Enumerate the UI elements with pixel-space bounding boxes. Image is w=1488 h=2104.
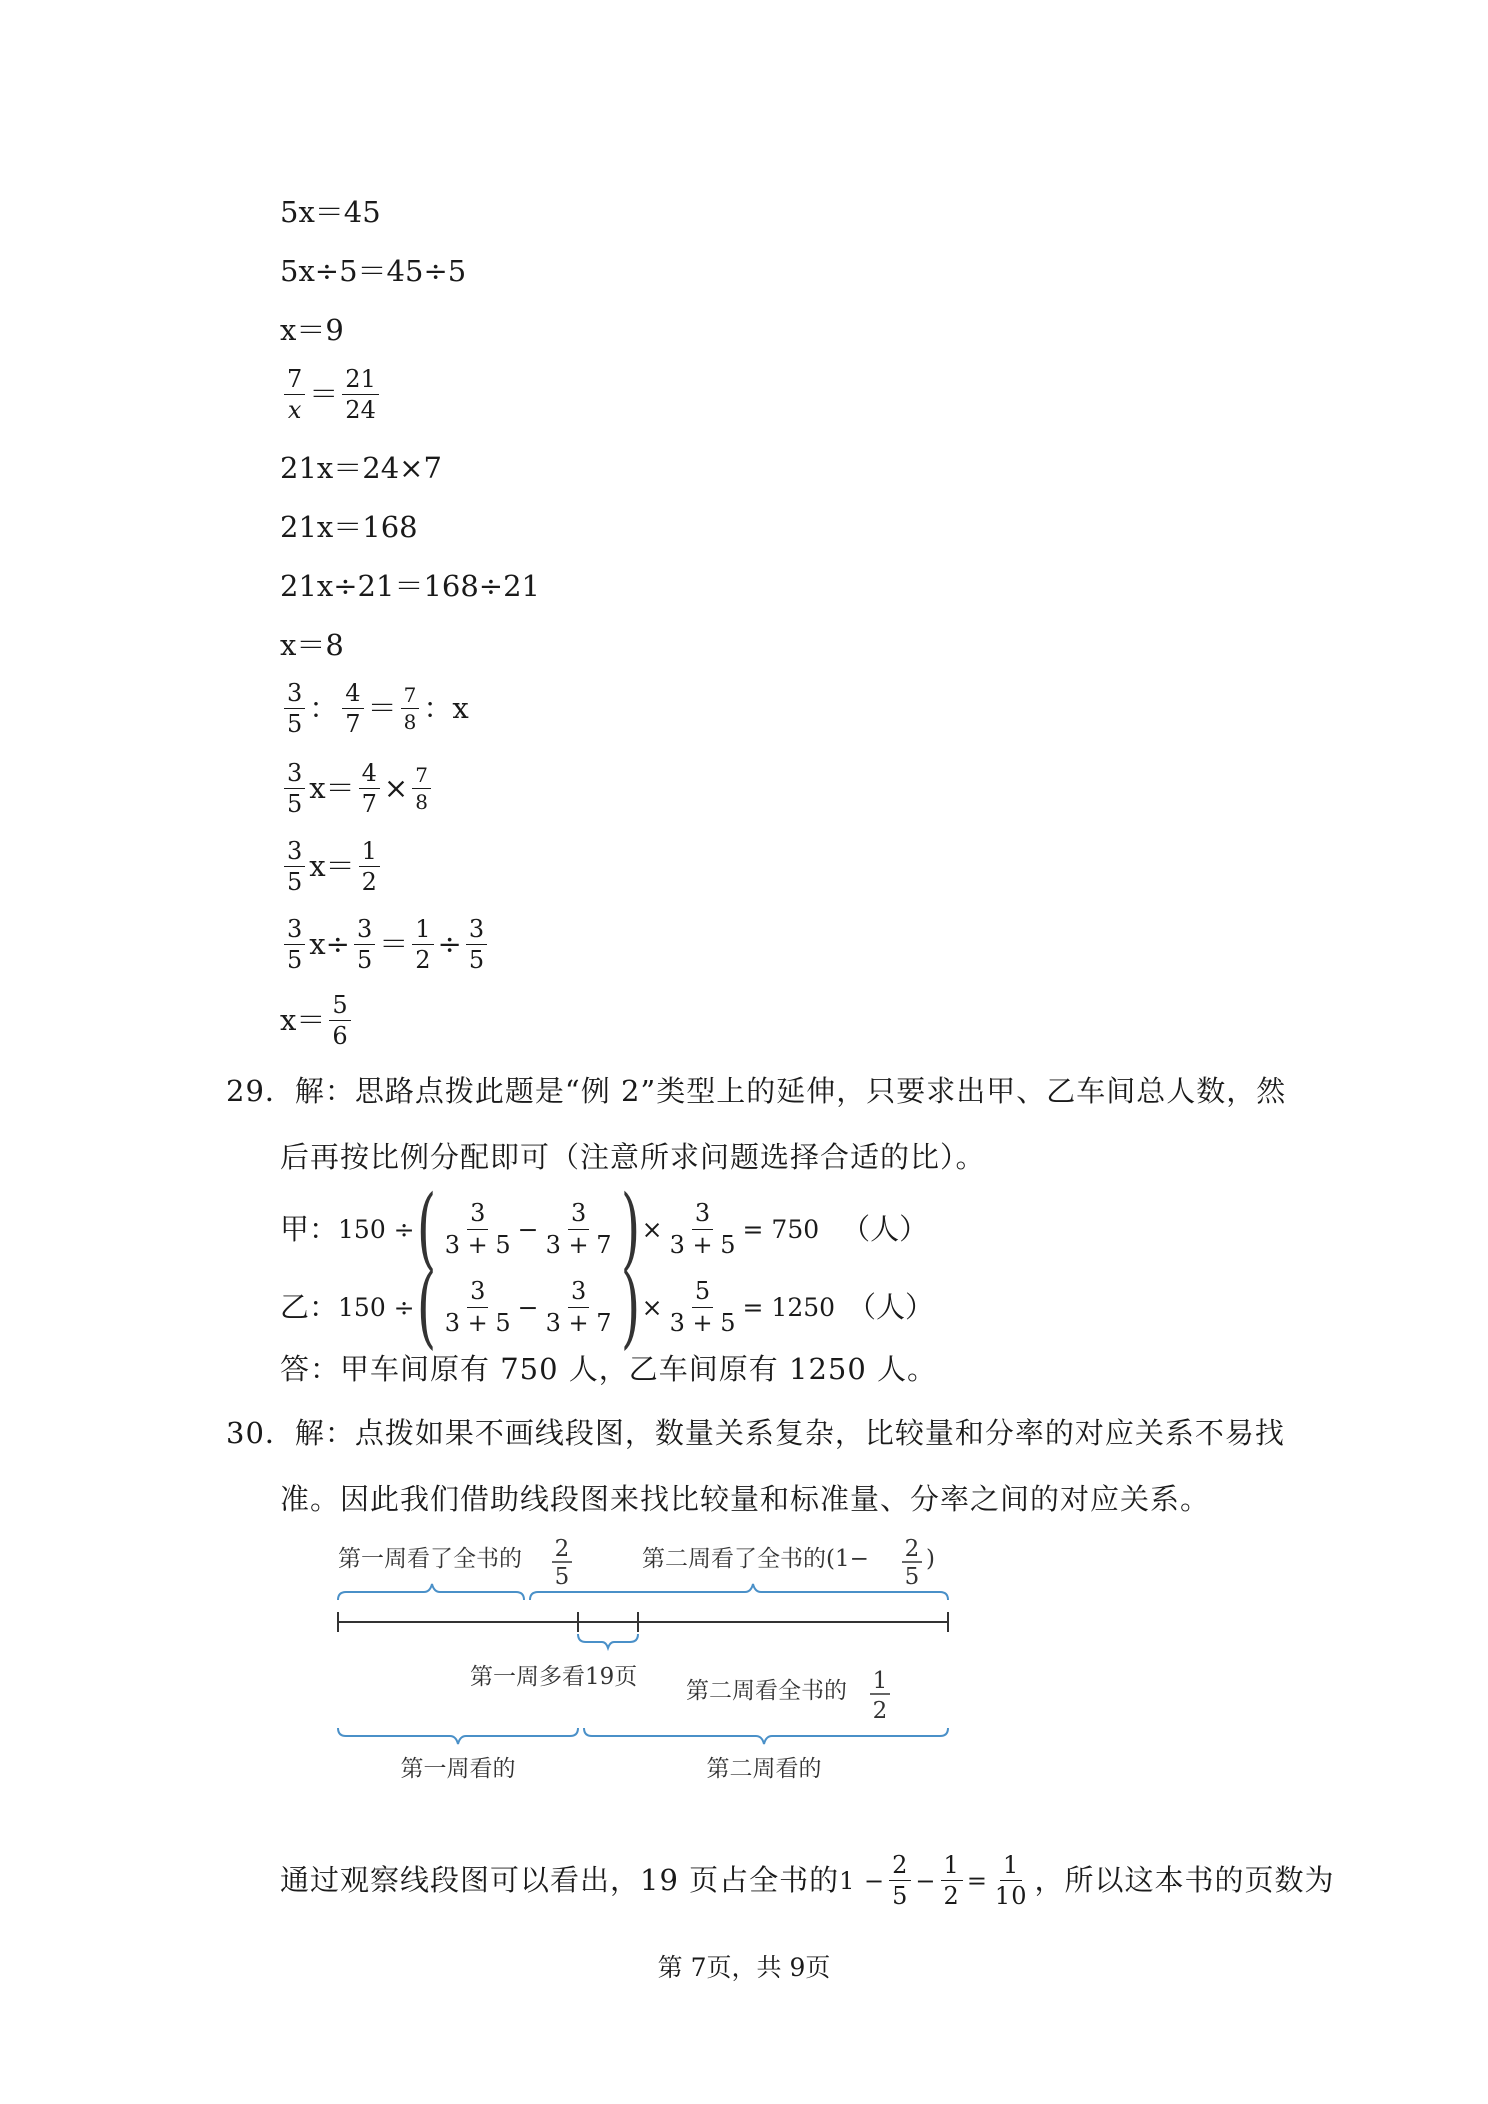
times-sign: × (641, 1292, 663, 1322)
times-sign: × (641, 1214, 663, 1244)
denominator: 10 (994, 1882, 1028, 1911)
label-week2-half-text: 第二周看全书的 (686, 1678, 847, 1704)
equals-sign: = (966, 1866, 988, 1895)
numerator: 3 (692, 1200, 713, 1229)
numerator: 3 (466, 916, 487, 945)
formula-prefix: 150 ÷ (338, 1214, 415, 1244)
result: = 1250 (742, 1292, 836, 1322)
equals-sign: ＝ (367, 691, 397, 726)
ratio-tail: ：x (423, 691, 469, 726)
denominator: 3 + 7 (545, 1308, 612, 1337)
label-week2-read: 第二周看的 (706, 1756, 822, 1782)
equation-line: 5x＝45 (280, 195, 381, 229)
brace-extra-19 (578, 1634, 638, 1648)
label-week1-extra: 第一周多看19页 (470, 1664, 638, 1690)
equation-line-fraction (280, 760, 435, 818)
numerator: 3 (467, 1200, 488, 1229)
question-text: 解：思路点拨此题是“例 2”类型上的延伸，只要求出甲、乙车间总人数，然 (294, 1074, 1287, 1108)
question-30-line2: 准。因此我们借助线段图来找比较量和标准量、分率之间的对应关系。 (280, 1482, 1211, 1516)
unit: （人） (847, 1289, 935, 1324)
label2-frac-den: 5 (904, 1564, 920, 1590)
minus-sign: − (517, 1214, 539, 1244)
numerator: 7 (412, 764, 431, 789)
formula-label: 甲： (280, 1211, 339, 1246)
numerator: 3 (467, 1278, 488, 1307)
right-paren: ) (620, 1176, 640, 1281)
denominator: 3 + 5 (669, 1308, 736, 1337)
denominator: 7 (345, 710, 361, 739)
denominator: 3 + 5 (444, 1230, 511, 1259)
numerator: 5 (329, 992, 350, 1021)
question-30-conclusion (280, 1852, 1334, 1910)
numerator: 3 (568, 1278, 589, 1307)
unit: （人） (841, 1211, 929, 1246)
result: = 750 (742, 1214, 820, 1244)
denominator: 2 (361, 868, 377, 897)
numerator: 3 (284, 916, 305, 945)
numerator: 4 (359, 760, 380, 789)
equation-line-fraction (280, 838, 384, 896)
equation-line: 21x＝24×7 (280, 451, 442, 485)
label4-frac-den: 2 (872, 1698, 888, 1724)
numerator: 5 (692, 1278, 713, 1307)
equals-sign: ＝ (379, 927, 409, 962)
denominator: 8 (403, 710, 417, 735)
label4-frac-num: 1 (872, 1668, 888, 1694)
page-footer: 第 7页，共 9页 (657, 1953, 831, 1982)
denominator: 5 (287, 868, 303, 897)
denominator: 3 + 5 (669, 1230, 736, 1259)
numerator: 21 (342, 366, 379, 395)
right-paren: ) (620, 1254, 640, 1359)
left-paren: ( (416, 1176, 436, 1281)
left-paren: ( (416, 1254, 436, 1359)
divide-sign: ÷ (437, 927, 462, 962)
label1-frac-den: 5 (554, 1564, 570, 1590)
numerator: 3 (568, 1200, 589, 1229)
numerator: 1 (1000, 1852, 1022, 1881)
label-week1-read: 第一周看的 (400, 1756, 516, 1782)
denominator: 24 (345, 396, 376, 425)
question-number: 29． (226, 1074, 295, 1108)
brace-week1-top (338, 1584, 524, 1600)
operator-text: x＝ (280, 1003, 326, 1038)
question-number: 30． (226, 1416, 295, 1450)
denominator: 5 (287, 946, 303, 975)
denominator: 3 + 7 (545, 1230, 612, 1259)
numerator: 3 (354, 916, 375, 945)
denominator: 2 (415, 946, 431, 975)
numerator: 1 (359, 838, 380, 867)
denominator: 8 (415, 790, 428, 815)
label1-frac-num: 2 (554, 1538, 570, 1562)
question-29-answer: 答：甲车间原有 750 人，乙车间原有 1250 人。 (280, 1352, 938, 1386)
brace-week2-top (530, 1584, 948, 1600)
brace-week2-bottom (584, 1728, 948, 1744)
denominator: 5 (468, 946, 485, 975)
numerator: 3 (284, 838, 305, 867)
formula-prefix: 150 ÷ (338, 1292, 415, 1322)
label2-close-paren: ) (926, 1546, 935, 1572)
numerator: 4 (342, 680, 363, 709)
equation-line: x＝8 (280, 628, 344, 662)
denominator: 5 (287, 710, 303, 739)
denominator: 5 (892, 1882, 909, 1911)
equation-line-fraction (280, 366, 383, 424)
equation-line-fraction (280, 916, 491, 974)
denominator: 6 (332, 1022, 348, 1051)
question-text: 解：点拨如果不画线段图，数量关系复杂，比较量和分率的对应关系不易找 (294, 1416, 1285, 1450)
brace-week1-bottom (338, 1728, 578, 1744)
denominator: x (287, 396, 302, 425)
denominator: 5 (287, 790, 303, 819)
line-segment-diagram (320, 1538, 960, 1788)
minus-sign: − (517, 1292, 539, 1322)
equation-line: x＝9 (280, 313, 344, 347)
operator-text: x÷ (309, 927, 350, 962)
conclusion-suffix: ，所以这本书的页数为 (1034, 1863, 1335, 1898)
label2-frac-num: 2 (904, 1538, 920, 1562)
minus-sign: − (915, 1866, 937, 1895)
equation-line-fraction (280, 992, 355, 1050)
expr-one: 1 − (839, 1866, 886, 1895)
denominator: 5 (356, 946, 373, 975)
operator-text: x＝ (309, 849, 355, 884)
numerator: 7 (401, 684, 420, 709)
label-week2-fraction-text: 第二周看了全书的(1− (642, 1546, 869, 1572)
denominator: 7 (361, 790, 377, 819)
question-29-line2: 后再按比例分配即可（注意所求问题选择合适的比）。 (280, 1140, 986, 1174)
numerator: 2 (889, 1852, 911, 1881)
equation-line: 21x＝168 (280, 510, 418, 544)
numerator: 1 (412, 916, 433, 945)
denominator: 3 + 5 (444, 1308, 511, 1337)
equation-line: 21x÷21＝168÷21 (280, 569, 541, 603)
denominator: 2 (943, 1882, 960, 1911)
formula-label: 乙： (280, 1289, 339, 1324)
equals-sign: ＝ (309, 377, 339, 412)
numerator: 3 (284, 760, 305, 789)
operator-text: x＝ (309, 771, 355, 806)
colon: ： (309, 691, 339, 726)
equation-line-ratio (280, 680, 469, 738)
question-30-line1 (226, 1400, 1285, 1466)
formula-jia (280, 1176, 929, 1281)
label-week1-fraction-text: 第一周看了全书的 (338, 1546, 522, 1572)
numerator: 1 (941, 1852, 963, 1881)
conclusion-prefix: 通过观察线段图可以看出，19 页占全书的 (280, 1863, 840, 1898)
times-sign: × (383, 771, 409, 806)
numerator: 3 (284, 680, 305, 709)
numerator: 7 (284, 366, 305, 395)
equation-line: 5x÷5＝45÷5 (280, 254, 467, 288)
question-29-line1 (226, 1058, 1286, 1124)
